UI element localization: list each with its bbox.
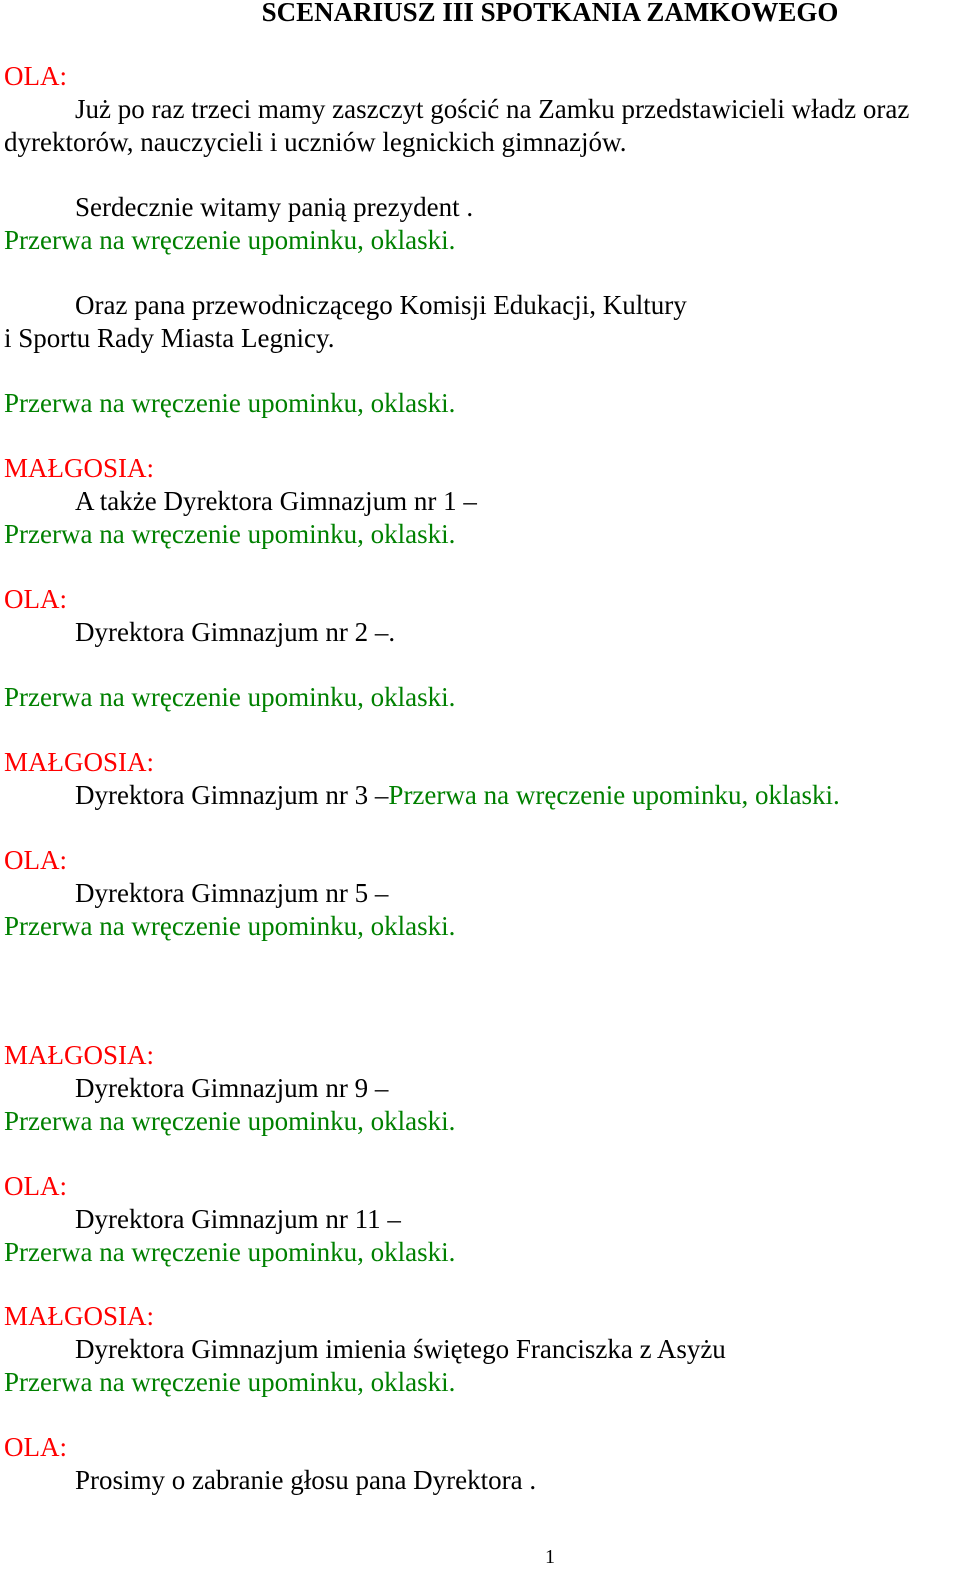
speaker-label-ola: OLA: xyxy=(4,61,67,91)
stage-direction: Przerwa na wręczenie upominku, oklaski. xyxy=(4,1237,456,1267)
speaker-label-malgosia: MAŁGOSIA: xyxy=(4,1301,155,1331)
speech-line: Dyrektora Gimnazjum nr 9 – xyxy=(75,1073,389,1103)
speaker-label-malgosia: MAŁGOSIA: xyxy=(4,1040,155,1070)
speaker-label-ola: OLA: xyxy=(4,1171,67,1201)
speaker-label-ola: OLA: xyxy=(4,845,67,875)
stage-direction: Przerwa na wręczenie upominku, oklaski. xyxy=(4,225,456,255)
speech-line: Dyrektora Gimnazjum nr 5 – xyxy=(75,878,389,908)
speaker-label-ola: OLA: xyxy=(4,1432,67,1462)
stage-direction: Przerwa na wręczenie upominku, oklaski. xyxy=(4,682,456,712)
speech-line: i Sportu Rady Miasta Legnicy. xyxy=(4,323,335,353)
speech-line: Dyrektora Gimnazjum nr 2 –. xyxy=(75,617,396,647)
stage-direction: Przerwa na wręczenie upominku, oklaski. xyxy=(4,519,456,549)
speech-line xyxy=(75,779,840,812)
speaker-label-malgosia: MAŁGOSIA: xyxy=(4,453,155,483)
speech-line: Dyrektora Gimnazjum imienia świętego Franciszka z Asyżu xyxy=(75,1334,726,1364)
speech-line: Prosimy o zabranie głosu pana Dyrektora . xyxy=(75,1465,537,1495)
speech-line: Oraz pana przewodniczącego Komisji Edukacji, Kultury xyxy=(75,290,687,320)
stage-direction-inline: Przerwa na wręczenie upominku, oklaski. xyxy=(388,780,840,810)
page-number: 1 xyxy=(545,1546,555,1568)
document-title: SCENARIUSZ III SPOTKANIA ZAMKOWEGO xyxy=(261,0,839,27)
speech-text: Dyrektora Gimnazjum nr 3 – xyxy=(75,780,389,810)
speech-line: dyrektorów, nauczycieli i uczniów legnickich gimnazjów. xyxy=(4,127,627,157)
stage-direction: Przerwa na wręczenie upominku, oklaski. xyxy=(4,911,456,941)
stage-direction: Przerwa na wręczenie upominku, oklaski. xyxy=(4,1106,456,1136)
stage-direction: Przerwa na wręczenie upominku, oklaski. xyxy=(4,388,456,418)
stage-direction: Przerwa na wręczenie upominku, oklaski. xyxy=(4,1367,456,1397)
speech-line: Dyrektora Gimnazjum nr 11 – xyxy=(75,1204,401,1234)
speech-line: Już po raz trzeci mamy zaszczyt gościć na Zamku przedstawicieli władz oraz xyxy=(75,94,910,124)
speech-line: A także Dyrektora Gimnazjum nr 1 – xyxy=(75,486,477,516)
speech-line: Serdecznie witamy panią prezydent . xyxy=(75,192,474,222)
speaker-label-malgosia: MAŁGOSIA: xyxy=(4,747,155,777)
speaker-label-ola: OLA: xyxy=(4,584,67,614)
